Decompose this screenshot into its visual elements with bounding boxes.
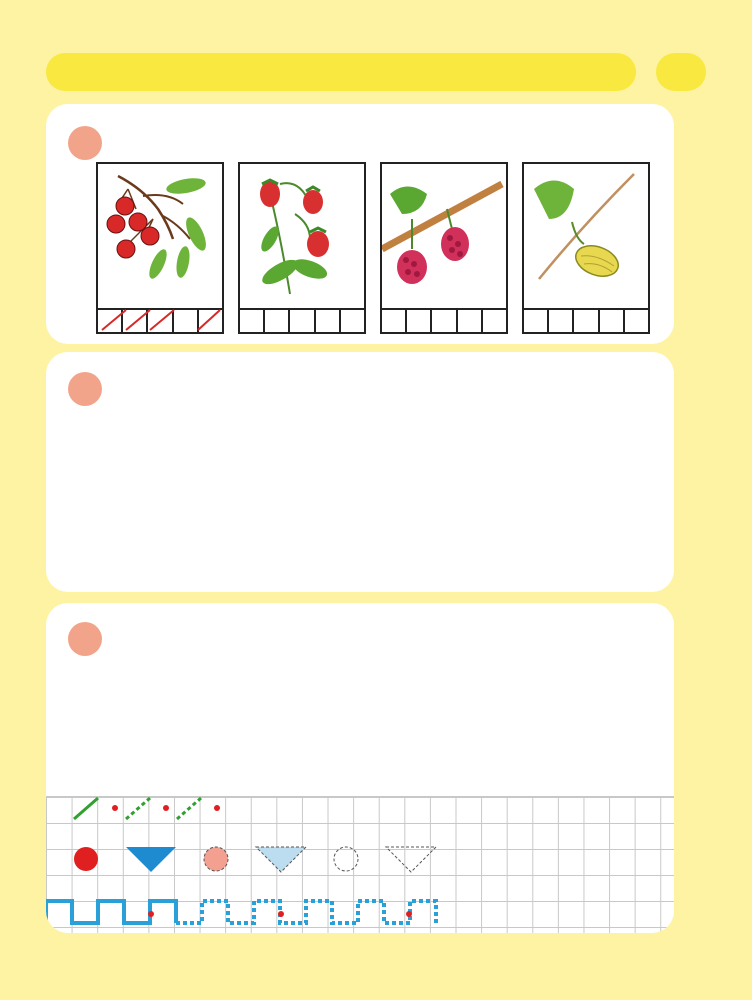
page-number	[656, 53, 706, 91]
count-cell[interactable]	[623, 308, 650, 334]
raspberry-picture	[382, 164, 506, 304]
ladybugs-area	[46, 352, 674, 592]
count-cell[interactable]	[456, 308, 483, 334]
strawberry-picture	[240, 164, 364, 304]
berry-card-strawberry	[238, 162, 366, 334]
count-cell[interactable]	[238, 308, 265, 334]
lesson-header	[46, 53, 636, 91]
task-1-panel	[46, 104, 674, 344]
count-cell[interactable]	[405, 308, 432, 334]
task-2-panel	[46, 352, 674, 592]
pattern-drawing	[46, 797, 674, 933]
count-cells	[380, 308, 508, 334]
count-cell[interactable]	[430, 308, 457, 334]
gooseberry-picture	[524, 164, 648, 304]
count-cells	[522, 308, 650, 334]
crossed-out-marks	[98, 308, 222, 332]
count-cell[interactable]	[572, 308, 599, 334]
count-cell[interactable]	[481, 308, 508, 334]
count-cell[interactable]	[339, 308, 366, 334]
berry-card-gooseberry	[522, 162, 650, 334]
count-cell[interactable]	[547, 308, 574, 334]
count-cell[interactable]	[380, 308, 407, 334]
count-cell[interactable]	[314, 308, 341, 334]
cherry-picture	[98, 164, 222, 304]
task-3-panel	[46, 603, 674, 933]
count-cell[interactable]	[263, 308, 290, 334]
count-cell[interactable]	[288, 308, 315, 334]
berry-card-raspberry	[380, 162, 508, 334]
count-cells	[238, 308, 366, 334]
copybook-grid	[46, 796, 674, 933]
berry-card-cherry	[96, 162, 224, 334]
count-cell[interactable]	[522, 308, 549, 334]
count-cell[interactable]	[598, 308, 625, 334]
houses-area	[46, 603, 674, 798]
task-1-number	[68, 126, 102, 160]
